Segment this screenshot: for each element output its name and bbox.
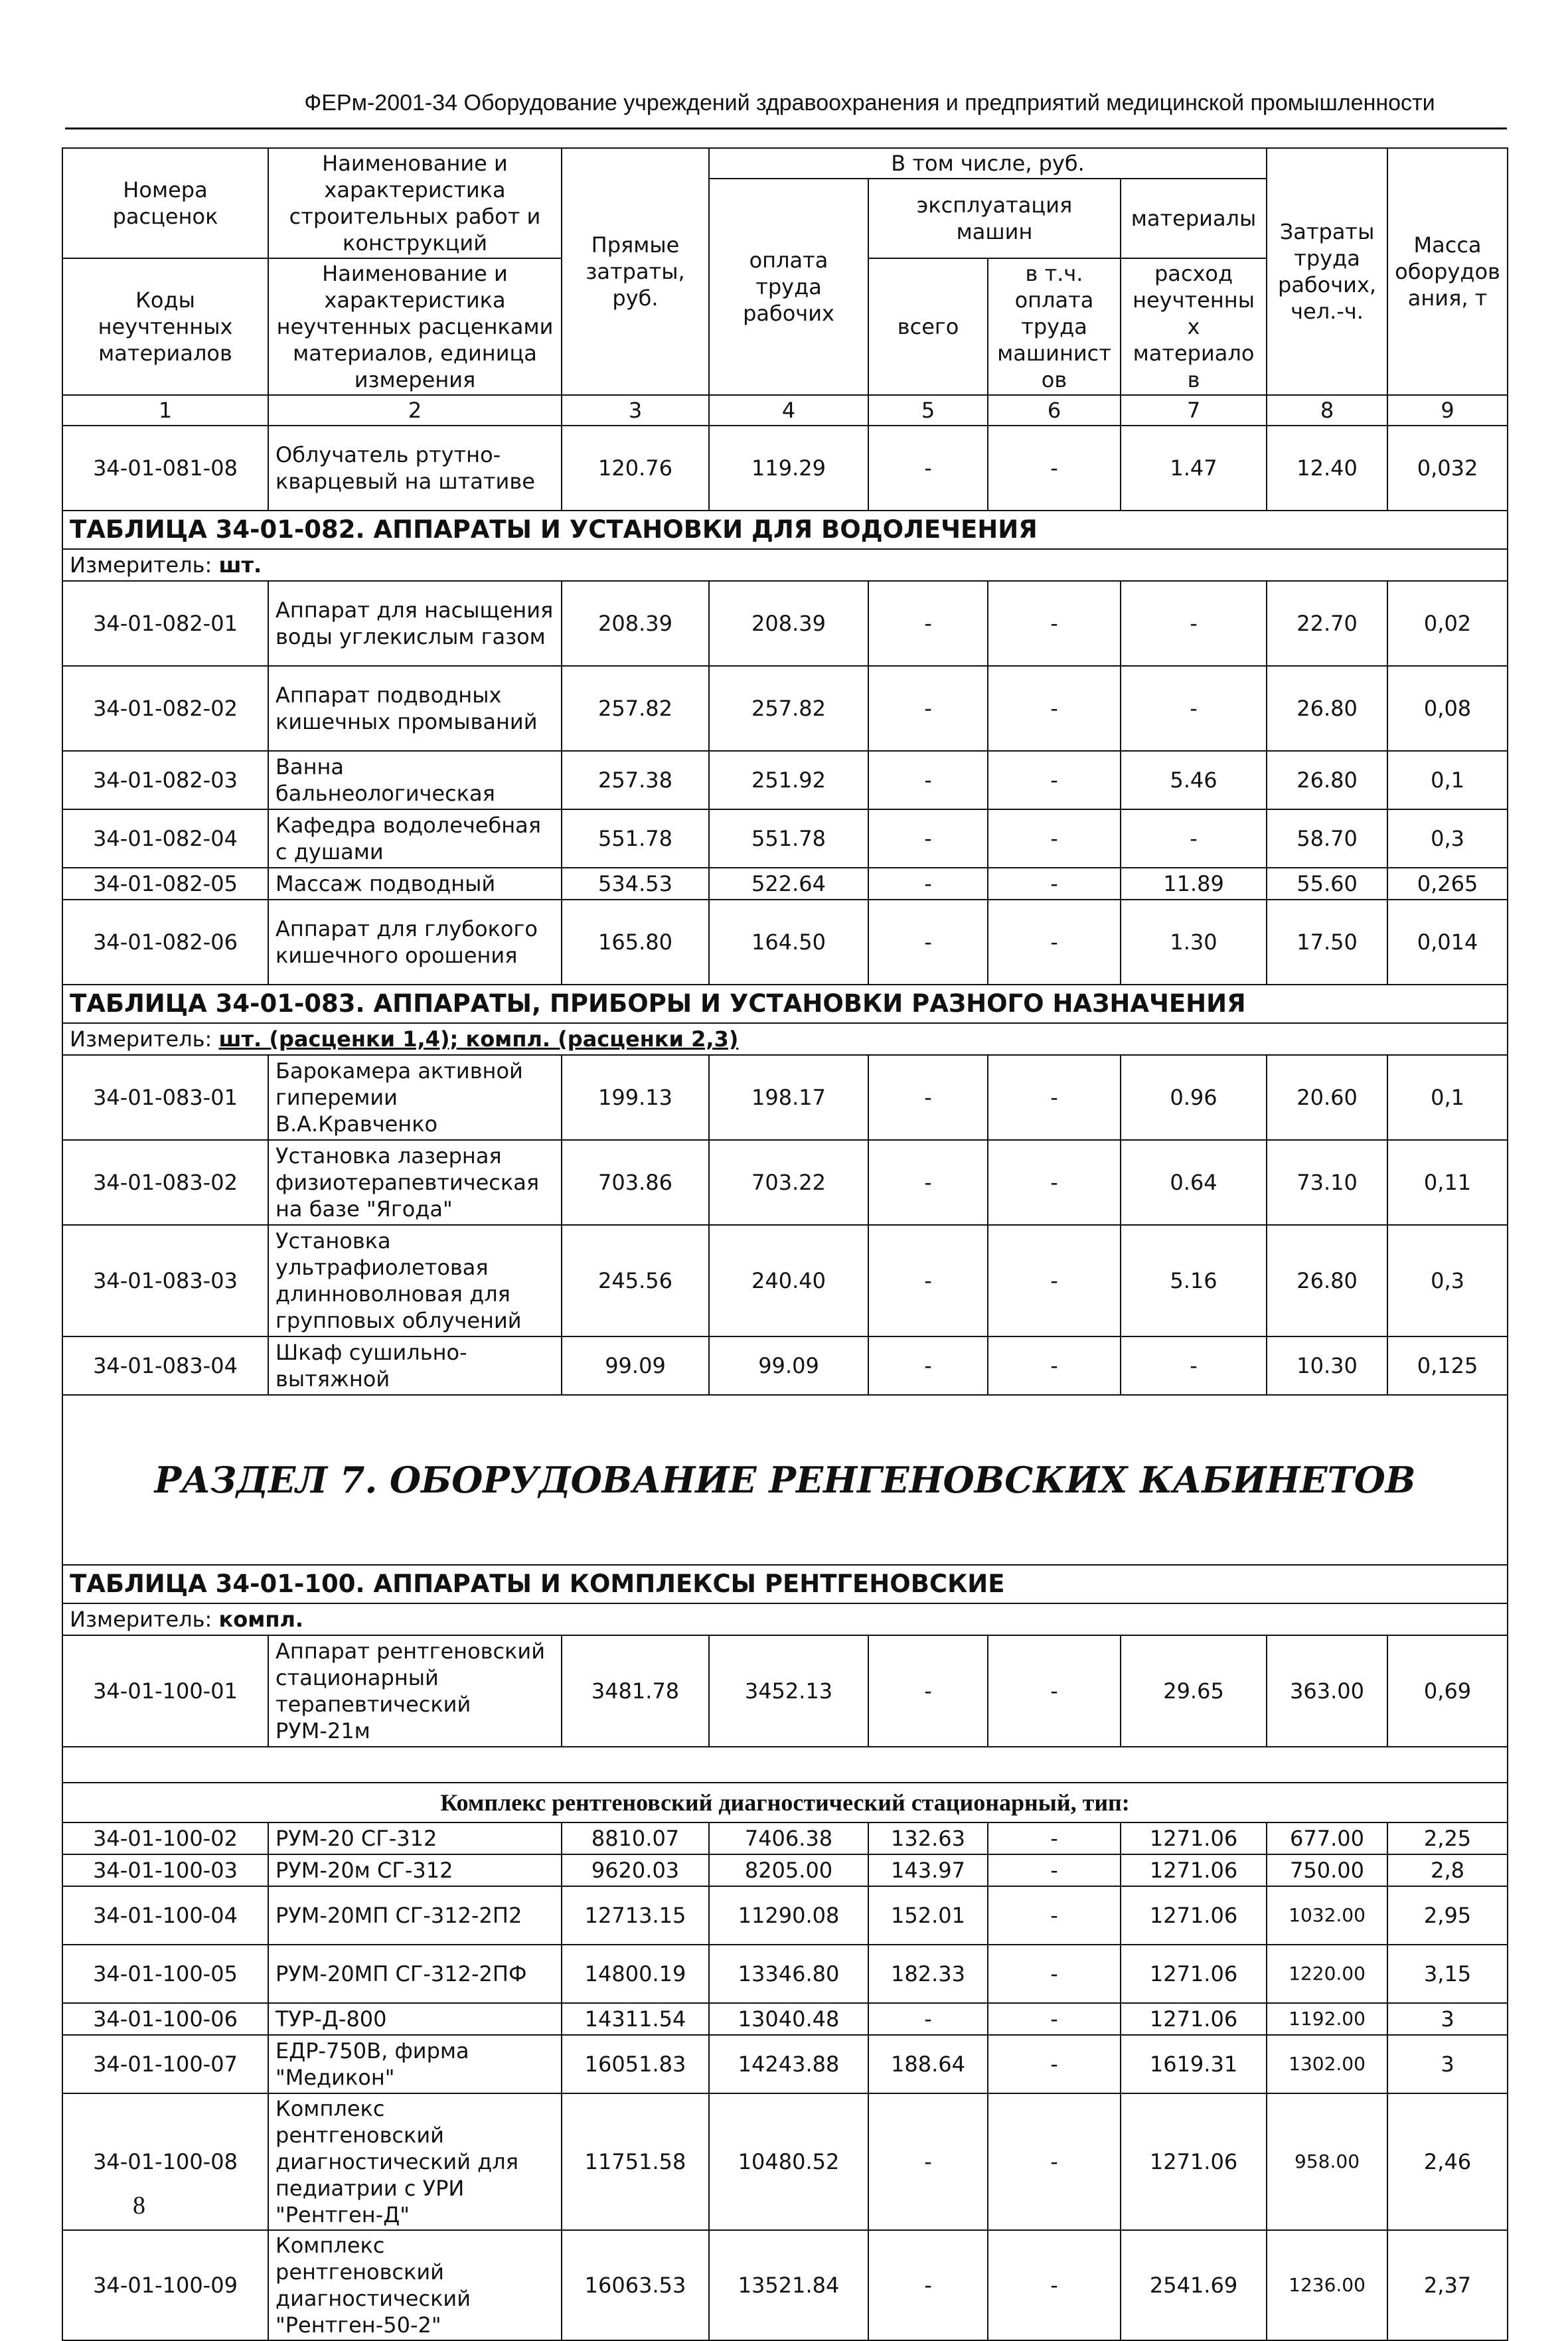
labor: 1032.00 (1267, 1886, 1387, 1945)
mass: 2,25 (1387, 1822, 1508, 1854)
labor: 55.60 (1267, 868, 1387, 900)
machines-total: - (868, 2003, 988, 2035)
direct-cost: 703.86 (562, 1140, 709, 1225)
rate-name: Облучатель ртутно-кварцевый на штативе (268, 426, 562, 511)
spacer (62, 1747, 1508, 1783)
mass: 0,69 (1387, 1635, 1508, 1747)
worker-pay: 119.29 (709, 426, 868, 511)
rate-code: 34-01-082-05 (62, 868, 268, 900)
rate-name: Ванна бальнеологическая (268, 751, 562, 809)
machines-total: - (868, 809, 988, 868)
table-row (62, 1886, 1508, 1945)
materials: - (1121, 809, 1267, 868)
mass: 0,125 (1387, 1336, 1508, 1395)
rate-code: 34-01-082-02 (62, 666, 268, 751)
direct-cost: 14800.19 (562, 1945, 709, 2003)
machinist-pay: - (988, 1635, 1121, 1747)
rate-name: Аппарат подводных кишечных промываний (268, 666, 562, 751)
materials: 1271.06 (1121, 2093, 1267, 2230)
measure-value: шт. (расценки 1,4); компл. (расценки 2,3) (218, 1026, 739, 1052)
labor: 1192.00 (1267, 2003, 1387, 2035)
header-including: В том числе, руб. (709, 148, 1267, 179)
rate-name: Комплекс рентгеновский диагностический для педиатрии с УРИ "Рентген-Д" (268, 2093, 562, 2230)
machinist-pay: - (988, 751, 1121, 809)
table-100-title: ТАБЛИЦА 34-01-100. АППАРАТЫ И КОМПЛЕКСЫ РЕНТГЕНОВСКИЕ (62, 1565, 1508, 1603)
measure-label: Измеритель: (70, 1607, 219, 1632)
machinist-pay: - (988, 426, 1121, 511)
machines-total: - (868, 751, 988, 809)
materials: 1619.31 (1121, 2035, 1267, 2093)
rate-name: Комплекс рентгеновский диагностический "Рентген-50-2" (268, 2230, 562, 2340)
worker-pay: 3452.13 (709, 1635, 868, 1747)
materials: 1271.06 (1121, 2003, 1267, 2035)
materials: 1.30 (1121, 900, 1267, 985)
materials: 1271.06 (1121, 1822, 1267, 1854)
machinist-pay: - (988, 1055, 1121, 1140)
rate-name: РУМ-20МП СГ-312-2П2 (268, 1886, 562, 1945)
rate-name: РУМ-20м СГ-312 (268, 1854, 562, 1886)
direct-cost: 199.13 (562, 1055, 709, 1140)
table-row (62, 666, 1508, 751)
mass: 2,8 (1387, 1854, 1508, 1886)
direct-cost: 11751.58 (562, 2093, 709, 2230)
rate-name: Установка лазерная физиотерапевтическая на базе "Ягода" (268, 1140, 562, 1225)
table-row (62, 2003, 1508, 2035)
machines-total: 188.64 (868, 2035, 988, 2093)
header-pay: оплата труда рабочих (709, 179, 868, 395)
table-row (62, 751, 1508, 809)
col-number: 8 (1267, 395, 1387, 426)
materials: 1.47 (1121, 426, 1267, 511)
table-82-title: ТАБЛИЦА 34-01-082. АППАРАТЫ И УСТАНОВКИ ДЛЯ ВОДОЛЕЧЕНИЯ (62, 511, 1508, 549)
direct-cost: 208.39 (562, 581, 709, 666)
worker-pay: 13346.80 (709, 1945, 868, 2003)
table-row (62, 426, 1508, 511)
table-82-measure (62, 549, 1508, 581)
rate-name: Установка ультрафиолетовая длинноволновая для групповых облучений (268, 1225, 562, 1336)
table-row (62, 1854, 1508, 1886)
rate-code: 34-01-100-04 (62, 1886, 268, 1945)
materials: 5.46 (1121, 751, 1267, 809)
rate-name: Аппарат для глубокого кишечного орошения (268, 900, 562, 985)
labor: 958.00 (1267, 2093, 1387, 2230)
rates-table (62, 147, 1508, 2341)
rate-code: 34-01-100-09 (62, 2230, 268, 2340)
rate-name: Аппарат для насыщения воды углекислым газом (268, 581, 562, 666)
section-7-title: РАЗДЕЛ 7. ОБОРУДОВАНИЕ РЕНГЕНОВСКИХ КАБИНЕТОВ (62, 1395, 1508, 1565)
materials: - (1121, 1336, 1267, 1395)
worker-pay: 164.50 (709, 900, 868, 985)
table-83-measure (62, 1023, 1508, 1055)
mass: 0,11 (1387, 1140, 1508, 1225)
machinist-pay: - (988, 1225, 1121, 1336)
complex-subheading: Комплекс рентгеновский диагностический стационарный, тип: (62, 1783, 1508, 1822)
header-materials: материалы (1121, 179, 1267, 258)
machines-total: 143.97 (868, 1854, 988, 1886)
direct-cost: 165.80 (562, 900, 709, 985)
rate-code: 34-01-082-04 (62, 809, 268, 868)
worker-pay: 251.92 (709, 751, 868, 809)
measure-label: Измеритель: (70, 1026, 219, 1052)
header-rule (65, 127, 1507, 129)
labor: 17.50 (1267, 900, 1387, 985)
col-number: 6 (988, 395, 1121, 426)
header-direct-costs: Прямые затраты, руб. (562, 148, 709, 395)
mass: 0,3 (1387, 1225, 1508, 1336)
header-name-bottom: Наименование и характеристика неучтенных расценками материалов, единица измерения (268, 258, 562, 395)
col-number: 1 (62, 395, 268, 426)
worker-pay: 99.09 (709, 1336, 868, 1395)
rate-code: 34-01-082-03 (62, 751, 268, 809)
table-83-title: ТАБЛИЦА 34-01-083. АППАРАТЫ, ПРИБОРЫ И УСТАНОВКИ РАЗНОГО НАЗНАЧЕНИЯ (62, 985, 1508, 1023)
machinist-pay: - (988, 1886, 1121, 1945)
rate-code: 34-01-100-02 (62, 1822, 268, 1854)
materials: 0.96 (1121, 1055, 1267, 1140)
mass: 2,37 (1387, 2230, 1508, 2340)
machinist-pay: - (988, 1336, 1121, 1395)
machines-total: - (868, 900, 988, 985)
machines-total: - (868, 2093, 988, 2230)
col-number: 4 (709, 395, 868, 426)
machinist-pay: - (988, 666, 1121, 751)
table-row (62, 1055, 1508, 1140)
measure-value: компл. (218, 1607, 304, 1632)
direct-cost: 14311.54 (562, 2003, 709, 2035)
machinist-pay: - (988, 1945, 1121, 2003)
worker-pay: 240.40 (709, 1225, 868, 1336)
mass: 0,02 (1387, 581, 1508, 666)
col-number: 5 (868, 395, 988, 426)
labor: 12.40 (1267, 426, 1387, 511)
machines-total: - (868, 1140, 988, 1225)
mass: 2,95 (1387, 1886, 1508, 1945)
worker-pay: 257.82 (709, 666, 868, 751)
rate-name: Кафедра водолечебная с душами (268, 809, 562, 868)
header-machines: эксплуатация машин (868, 179, 1121, 258)
header-machinist-pay: в т.ч. оплата труда машинистов (988, 258, 1121, 395)
rate-code: 34-01-083-03 (62, 1225, 268, 1336)
direct-cost: 12713.15 (562, 1886, 709, 1945)
rate-code: 34-01-100-07 (62, 2035, 268, 2093)
table-row (62, 1336, 1508, 1395)
rate-name: ЕДР-750В, фирма "Медикон" (268, 2035, 562, 2093)
direct-cost: 16063.53 (562, 2230, 709, 2340)
machinist-pay: - (988, 900, 1121, 985)
materials: 5.16 (1121, 1225, 1267, 1336)
table-row (62, 2230, 1508, 2340)
machinist-pay: - (988, 868, 1121, 900)
worker-pay: 11290.08 (709, 1886, 868, 1945)
worker-pay: 208.39 (709, 581, 868, 666)
direct-cost: 257.82 (562, 666, 709, 751)
machines-total: - (868, 666, 988, 751)
machinist-pay: - (988, 1140, 1121, 1225)
machinist-pay: - (988, 2093, 1121, 2230)
direct-cost: 120.76 (562, 426, 709, 511)
materials: - (1121, 666, 1267, 751)
machines-total: - (868, 1635, 988, 1747)
rate-name: Шкаф сушильно-вытяжной (268, 1336, 562, 1395)
measure-value: шт. (218, 552, 262, 578)
labor: 26.80 (1267, 1225, 1387, 1336)
machines-total: - (868, 1225, 988, 1336)
rate-code: 34-01-100-01 (62, 1635, 268, 1747)
labor: 363.00 (1267, 1635, 1387, 1747)
worker-pay: 14243.88 (709, 2035, 868, 2093)
machines-total: - (868, 868, 988, 900)
mass: 0,08 (1387, 666, 1508, 751)
machines-total: 152.01 (868, 1886, 988, 1945)
materials: 1271.06 (1121, 1854, 1267, 1886)
machinist-pay: - (988, 2003, 1121, 2035)
col-number: 7 (1121, 395, 1267, 426)
labor: 1220.00 (1267, 1945, 1387, 2003)
direct-cost: 99.09 (562, 1336, 709, 1395)
table-row (62, 581, 1508, 666)
table-row (62, 2035, 1508, 2093)
materials: 2541.69 (1121, 2230, 1267, 2340)
table-row (62, 868, 1508, 900)
direct-cost: 9620.03 (562, 1854, 709, 1886)
table-row (62, 1225, 1508, 1336)
machinist-pay: - (988, 1854, 1121, 1886)
labor: 750.00 (1267, 1854, 1387, 1886)
machinist-pay: - (988, 809, 1121, 868)
materials: - (1121, 581, 1267, 666)
header-rate-numbers: Номера расценок (62, 148, 268, 258)
header-machines-total: всего (868, 258, 988, 395)
col-number: 9 (1387, 395, 1508, 426)
col-number: 2 (268, 395, 562, 426)
header-codes: Коды неучтенных материалов (62, 258, 268, 395)
table-row (62, 809, 1508, 868)
rate-code: 34-01-100-05 (62, 1945, 268, 2003)
rate-code: 34-01-100-03 (62, 1854, 268, 1886)
table-100-measure (62, 1603, 1508, 1635)
materials: 1271.06 (1121, 1945, 1267, 2003)
direct-cost: 245.56 (562, 1225, 709, 1336)
mass: 0,032 (1387, 426, 1508, 511)
direct-cost: 3481.78 (562, 1635, 709, 1747)
mass: 0,1 (1387, 751, 1508, 809)
rate-code: 34-01-083-02 (62, 1140, 268, 1225)
direct-cost: 8810.07 (562, 1822, 709, 1854)
table-row (62, 900, 1508, 985)
rate-name: Барокамера активной гиперемии В.А.Кравченко (268, 1055, 562, 1140)
rate-name: ТУР-Д-800 (268, 2003, 562, 2035)
machines-total: 182.33 (868, 1945, 988, 2003)
table-row (62, 1945, 1508, 2003)
machinist-pay: - (988, 2230, 1121, 2340)
labor: 26.80 (1267, 751, 1387, 809)
mass: 0,1 (1387, 1055, 1508, 1140)
worker-pay: 703.22 (709, 1140, 868, 1225)
materials: 1271.06 (1121, 1886, 1267, 1945)
rate-code: 34-01-081-08 (62, 426, 268, 511)
mass: 3 (1387, 2035, 1508, 2093)
rate-code: 34-01-083-01 (62, 1055, 268, 1140)
col-number: 3 (562, 395, 709, 426)
machinist-pay: - (988, 2035, 1121, 2093)
rate-code: 34-01-100-08 (62, 2093, 268, 2230)
rate-name: РУМ-20МП СГ-312-2ПФ (268, 1945, 562, 2003)
labor: 26.80 (1267, 666, 1387, 751)
rate-name: Массаж подводный (268, 868, 562, 900)
worker-pay: 8205.00 (709, 1854, 868, 1886)
labor: 20.60 (1267, 1055, 1387, 1140)
table-row (62, 2093, 1508, 2230)
rate-name: РУМ-20 СГ-312 (268, 1822, 562, 1854)
machines-total: 132.63 (868, 1822, 988, 1854)
rate-code: 34-01-082-06 (62, 900, 268, 985)
mass: 2,46 (1387, 2093, 1508, 2230)
materials: 11.89 (1121, 868, 1267, 900)
direct-cost: 16051.83 (562, 2035, 709, 2093)
worker-pay: 522.64 (709, 868, 868, 900)
worker-pay: 10480.52 (709, 2093, 868, 2230)
running-head: ФЕРм-2001-34 Оборудование учреждений здравоохранения и предприятий медицинской промышленности (304, 90, 1435, 116)
labor: 58.70 (1267, 809, 1387, 868)
materials: 0.64 (1121, 1140, 1267, 1225)
labor: 1236.00 (1267, 2230, 1387, 2340)
machines-total: - (868, 426, 988, 511)
mass: 3,15 (1387, 1945, 1508, 2003)
header-unaccounted-materials: расход неучтенных материалов (1121, 258, 1267, 395)
labor: 1302.00 (1267, 2035, 1387, 2093)
worker-pay: 7406.38 (709, 1822, 868, 1854)
machines-total: - (868, 2230, 988, 2340)
rate-code: 34-01-100-06 (62, 2003, 268, 2035)
rate-code: 34-01-083-04 (62, 1336, 268, 1395)
worker-pay: 551.78 (709, 809, 868, 868)
machinist-pay: - (988, 1822, 1121, 1854)
worker-pay: 198.17 (709, 1055, 868, 1140)
header-labor: Затраты труда рабочих, чел.-ч. (1267, 148, 1387, 395)
mass: 0,3 (1387, 809, 1508, 868)
header-mass: Масса оборудования, т (1387, 148, 1508, 395)
header-name-top: Наименование и характеристика строительных работ и конструкций (268, 148, 562, 258)
table-row (62, 1822, 1508, 1854)
machines-total: - (868, 1055, 988, 1140)
page-number: 8 (133, 2192, 145, 2220)
rate-code: 34-01-082-01 (62, 581, 268, 666)
labor: 22.70 (1267, 581, 1387, 666)
table-row (62, 1140, 1508, 1225)
table-row (62, 1635, 1508, 1747)
measure-label: Измеритель: (70, 552, 219, 578)
worker-pay: 13521.84 (709, 2230, 868, 2340)
direct-cost: 534.53 (562, 868, 709, 900)
mass: 0,014 (1387, 900, 1508, 985)
materials: 29.65 (1121, 1635, 1267, 1747)
labor: 10.30 (1267, 1336, 1387, 1395)
labor: 677.00 (1267, 1822, 1387, 1854)
rate-name: Аппарат рентгеновский стационарный терапевтический РУМ-21м (268, 1635, 562, 1747)
mass: 3 (1387, 2003, 1508, 2035)
direct-cost: 257.38 (562, 751, 709, 809)
machines-total: - (868, 581, 988, 666)
mass: 0,265 (1387, 868, 1508, 900)
machines-total: - (868, 1336, 988, 1395)
machinist-pay: - (988, 581, 1121, 666)
worker-pay: 13040.48 (709, 2003, 868, 2035)
labor: 73.10 (1267, 1140, 1387, 1225)
direct-cost: 551.78 (562, 809, 709, 868)
